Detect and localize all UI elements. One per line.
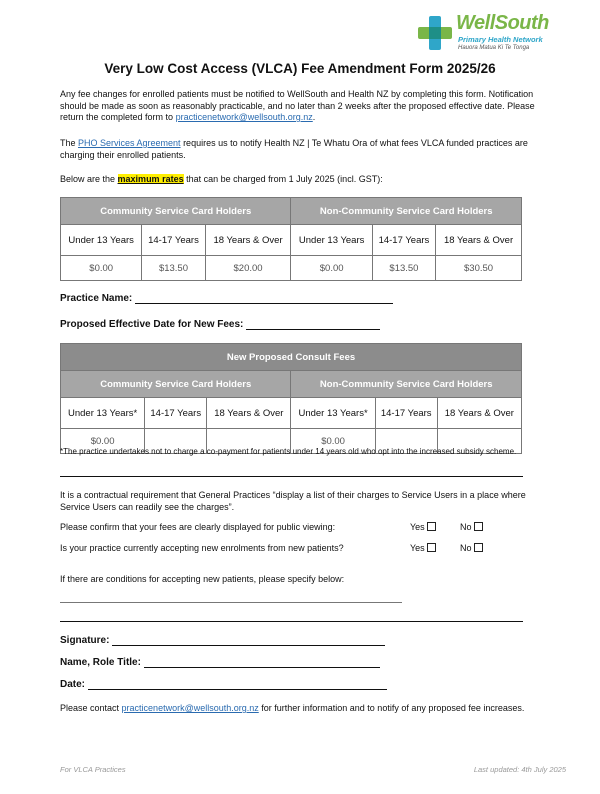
practice-name-label: Practice Name: (60, 293, 133, 304)
group-csc: Community Service Card Holders (61, 198, 291, 225)
intro-email-link[interactable]: practicenetwork@wellsouth.org.nz (175, 112, 313, 122)
signature-label: Signature: (60, 635, 110, 646)
fee-input-cell[interactable]: $0.00 (61, 429, 145, 454)
group-csc: Community Service Card Holders (61, 371, 291, 398)
header-cell: 18 Years & Over (207, 398, 291, 429)
fee-input-cell[interactable]: $0.00 (291, 429, 375, 454)
intro-paragraph (60, 89, 540, 124)
yes-label: Yes (410, 522, 425, 532)
conditions-input-line[interactable] (60, 602, 402, 603)
value-cell: $13.50 (372, 256, 435, 281)
effective-date-line[interactable] (246, 318, 380, 330)
rates-highlight: maximum rates (117, 174, 184, 184)
header-cell: Under 13 Years (61, 225, 142, 256)
rates-post: that can be charged from 1 July 2025 (incl. GST): (183, 174, 383, 184)
intro-end: . (312, 112, 316, 122)
header-cell: 14-17 Years (375, 398, 437, 429)
pho-paragraph (60, 138, 540, 161)
wellsouth-logo (416, 12, 576, 58)
date-field[interactable] (60, 678, 387, 690)
effective-date-field[interactable] (60, 318, 380, 330)
signature-field[interactable] (60, 634, 385, 646)
divider (60, 476, 523, 477)
header-cell: Under 13 Years* (61, 398, 145, 429)
q1-yes-option[interactable] (410, 522, 436, 532)
pho-pre: The (60, 138, 79, 148)
header-cell: 18 Years & Over (205, 225, 291, 256)
q2-no-option[interactable] (460, 543, 483, 553)
logo-tagline: Hauora Matua Ki Te Tonga (458, 45, 530, 51)
question-fees-displayed: Please confirm that your fees are clearly displayed for public viewing: (60, 522, 336, 532)
footer-left: For VLCA Practices (60, 765, 126, 774)
contact-pre: Please contact (60, 703, 122, 713)
value-cell: $0.00 (291, 256, 372, 281)
practice-name-line[interactable] (135, 292, 393, 304)
question-accepting-enrolments: Is your practice currently accepting new enrolments from new patients? (60, 543, 344, 553)
date-line[interactable] (88, 678, 387, 690)
name-role-label: Name, Role Title: (60, 657, 141, 668)
rates-pre: Below are the (60, 174, 118, 184)
header-cell: 14-17 Years (142, 225, 205, 256)
pho-post: requires us to notify Health NZ | Te Whatu Ora of what fees VLCA funded practices are charging their enrolled patients. (60, 138, 528, 160)
logo-subtitle: Primary Health Network (458, 35, 543, 44)
medical-cross-icon (416, 14, 454, 52)
no-label: No (460, 543, 472, 553)
value-cell: $13.50 (142, 256, 205, 281)
checkbox-icon[interactable] (474, 522, 483, 531)
contact-email-link[interactable]: practicenetwork@wellsouth.org.nz (121, 703, 259, 713)
pho-agreement-link[interactable]: PHO Services Agreement (78, 138, 181, 148)
footer-right: Last updated: 4th July 2025 (473, 765, 566, 774)
footnote: *The practice undertakes not to charge a co-payment for patients under 14 years old who opt into the increased subsidy scheme. (60, 447, 517, 456)
signature-line[interactable] (112, 634, 385, 646)
header-cell: 18 Years & Over (436, 225, 522, 256)
group-non-csc: Non-Community Service Card Holders (291, 198, 522, 225)
value-cell: $20.00 (205, 256, 291, 281)
header-cell: 14-17 Years (145, 398, 207, 429)
effective-date-label: Proposed Effective Date for New Fees: (60, 319, 244, 330)
checkbox-icon[interactable] (427, 543, 436, 552)
header-cell: Under 13 Years* (291, 398, 375, 429)
max-rates-table (60, 197, 522, 281)
group-non-csc: Non-Community Service Card Holders (291, 371, 522, 398)
page-title: Very Low Cost Access (VLCA) Fee Amendment Form 2025/26 (104, 61, 496, 76)
logo-brand: WellSouth (456, 12, 549, 34)
divider (60, 621, 523, 622)
new-fees-table (60, 343, 522, 454)
q2-yes-option[interactable] (410, 543, 436, 553)
contract-paragraph: It is a contractual requirement that General Practices “display a list of their charges to Service Users in a place where Service Users can readily see the charges”. (60, 490, 526, 512)
intro-text: Any fee changes for enrolled patients must be notified to WellSouth and Health NZ by completing this form. Notification should be made as soon as reasonably practicable, and no later than 2 weeks after the proposed effective date. Please return the completed form to (60, 89, 535, 122)
header-cell: Under 13 Years (291, 225, 372, 256)
no-label: No (460, 522, 472, 532)
date-label: Date: (60, 679, 86, 690)
conditions-prompt: If there are conditions for accepting new patients, please specify below: (60, 574, 345, 584)
new-fees-title: New Proposed Consult Fees (61, 344, 522, 371)
rates-intro (60, 174, 540, 186)
contact-post: for further information and to notify of any proposed fee increases. (258, 703, 525, 713)
checkbox-icon[interactable] (474, 543, 483, 552)
name-role-line[interactable] (144, 656, 380, 668)
practice-name-field[interactable] (60, 292, 393, 304)
value-cell: $30.50 (436, 256, 522, 281)
name-role-field[interactable] (60, 656, 380, 668)
q1-no-option[interactable] (460, 522, 483, 532)
value-cell: $0.00 (61, 256, 142, 281)
contact-paragraph (60, 703, 540, 715)
checkbox-icon[interactable] (427, 522, 436, 531)
header-cell: 18 Years & Over (437, 398, 521, 429)
header-cell: 14-17 Years (372, 225, 435, 256)
yes-label: Yes (410, 543, 425, 553)
